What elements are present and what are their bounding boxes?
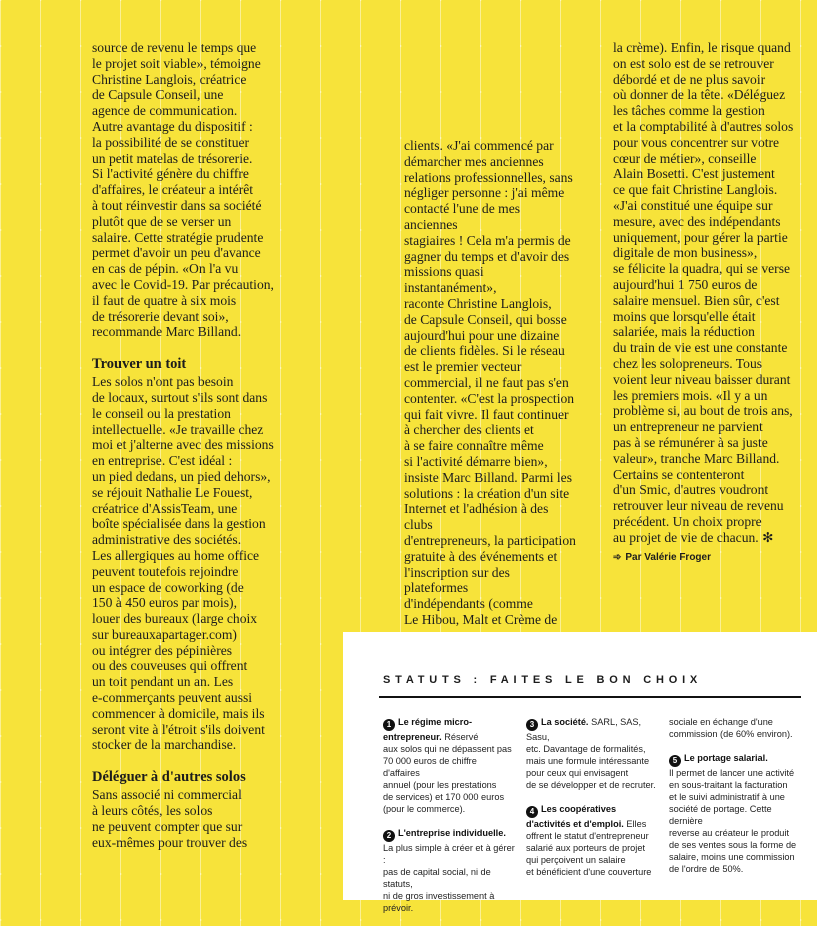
box-column-3 — [669, 716, 801, 887]
paragraph-intro: source de revenu le temps que le projet soit viable», témoigne Christine Langlois, créatrice de Capsule Conseil, une agence de communication. Autre avantage du dispositif : la possibilité de se constituer un petit matelas de trésorerie. Si l'activité génère du chiffre d'affaires, le créateur a intérêt à tout réinvestir dans sa société plutôt que de se verser un salaire. Cette stratégie prudente permet d'avoir un peu d'avance en cas de pépin. «On l'a vu avec le Covid-19. Par précaution, il faut de quatre à six mois de trésorerie devant soi», recommande Marc Billand. — [92, 40, 274, 340]
article-column-1 — [92, 40, 292, 850]
status-item-4 — [526, 803, 666, 878]
item-heading: Le régime micro-entrepreneur. — [383, 717, 473, 742]
item-heading: Le portage salarial. — [684, 753, 768, 763]
item-heading: La société. — [541, 717, 589, 727]
paragraph-creme: la crème). Enfin, le risque quand on est solo est de se retrouver débordé et de ne plus savoir où donner de la tête. «Déléguez les tâches comme la gestion et la comptabilité à d'autres solos pour vous concentrer sur votre cœur de métier», conseille Alain Bosetti. C'est justement ce que fait Christine Langlois. «J'ai constitué une équipe sur mesure, avec des indépendants uniquement, pour gérer la partie digitale de mon business», se félicite la quadra, qui se verse aujourd'hui 1 750 euros de salaire mensuel. Bien sûr, c'est moins que lorsqu'elle était salariée, mais la réduction du train de vie est une constante chez les solopreneurs. Tous voient leur niveau baisser durant les premiers mois. «Il y a un problème si, au bout de trois ans, un entrepreneur ne parvient pas à se rémunérer à sa juste valeur», tranche Marc Billand. Certains se contenteront d'un Smic, d'autres voudront retrouver leur niveau de revenu précédent. Un choix propre au projet de vie de chacun. ✻ — [613, 40, 794, 545]
article-column-3 — [613, 40, 803, 565]
number-badge-icon: 2 — [383, 830, 395, 842]
author-byline — [613, 550, 803, 566]
box-column-2 — [526, 716, 666, 890]
statuts-box — [343, 632, 817, 913]
status-item-2 — [383, 827, 515, 914]
box-title: STATUTS : FAITES LE BON CHOIX — [383, 674, 703, 686]
item-text: Elles offrent le statut d'entrepreneur salarié aux porteurs de projet qui perçoivent un salaire et bénéficient d'une couverture — [526, 819, 652, 877]
number-badge-icon: 3 — [526, 719, 538, 731]
box-column-1 — [383, 716, 515, 926]
item-heading: L'entreprise individuelle. — [398, 828, 506, 838]
box-divider — [379, 696, 801, 698]
item-text: La plus simple à créer et à gérer : pas de capital social, ni de statuts, ni de gros investissement à prévoir. — [383, 843, 515, 913]
status-item-5 — [669, 752, 801, 875]
item-text: Réservé aux solos qui ne dépassent pas 70 000 euros de chiffre d'affaires annuel (pour les prestations de services) et 170 000 euros (pour le commerce). — [383, 732, 512, 814]
subheading-deleguer: Déléguer à d'autres solos — [92, 769, 246, 786]
item-text: Il permet de lancer une activité en sous-traitant la facturation et le suivi administratif à une société de portage. Cette dernière reverse au créateur le produit de ses ventes sous la forme de salaire, moins une commission de l'ordre de 50%. — [669, 768, 797, 874]
article-column-2 — [404, 138, 576, 628]
item-text: SARL, SAS, Sasu, etc. Davantage de formalités, mais une formule intéressante pour ceux qui envisagent de se développer et de recruter. — [526, 717, 656, 790]
paragraph-clients: clients. «J'ai commencé par démarcher mes anciennes relations professionnelles, sans négliger personne : j'ai même contacté l'une de mes anciennes stagiaires ! Cela m'a permis de gagner du temps et d'avoir des missions quasi instantanément», raconte Christine Langlois, de Capsule Conseil, qui bosse aujourd'hui pour une dizaine de clients fidèles. Si le réseau est le premier vecteur commercial, il ne faut pas s'en contenter. «C'est la prospection qui fait vivre. Il faut continuer à chercher des clients et à se faire connaître même si l'activité démarre bien», insiste Marc Billand. Parmi les solutions : la création d'un site Internet et l'adhésion à des clubs d'entrepreneurs, la participation gratuite à des événements et l'inscription sur des plateformes d'indépendants (comme Le Hibou, Malt et Crème de — [404, 138, 576, 627]
item-heading: Les coopératives d'activités et d'emploi. — [526, 804, 624, 829]
arrow-icon: ➾ — [613, 551, 622, 563]
number-badge-icon: 5 — [669, 755, 681, 767]
status-item-1 — [383, 716, 515, 815]
status-item-3 — [526, 716, 666, 791]
subheading-trouver-un-toit: Trouver un toit — [92, 356, 187, 373]
status-item-4-continued — [669, 716, 801, 740]
number-badge-icon: 4 — [526, 806, 538, 818]
item-text: sociale en échange d'une commission (de 60% environ). — [669, 717, 793, 739]
paragraph-trouver-un-toit: Les solos n'ont pas besoin de locaux, surtout s'ils sont dans le conseil ou la prestation intellectuelle. «Je travaille chez moi et j'alterne avec des missions en entreprise. C'est idéal : un pied dedans, un pied dehors», se réjouit Nathalie Le Fouest, créatrice d'AssisTeam, une boîte spécialisée dans la gestion administrative des sociétés. Les allergiques au home office peuvent toutefois rejoindre un espace de coworking (de 150 à 450 euros par mois), louer des bureaux (large choix sur bureauxapartager.com) ou intégrer des pépinières ou des couveuses qui offrent un toit pendant un an. Les e-commerçants peuvent aussi commencer à domicile, mais ils seront vite à l'étroit s'ils doivent stocker de la marchandise. — [92, 374, 274, 753]
number-badge-icon: 1 — [383, 719, 395, 731]
paragraph-deleguer: Sans associé ni commercial à leurs côtés, les solos ne peuvent compter que sur eux-mêmes pour trouver des — [92, 787, 248, 850]
byline-text: Par Valérie Froger — [625, 551, 711, 563]
